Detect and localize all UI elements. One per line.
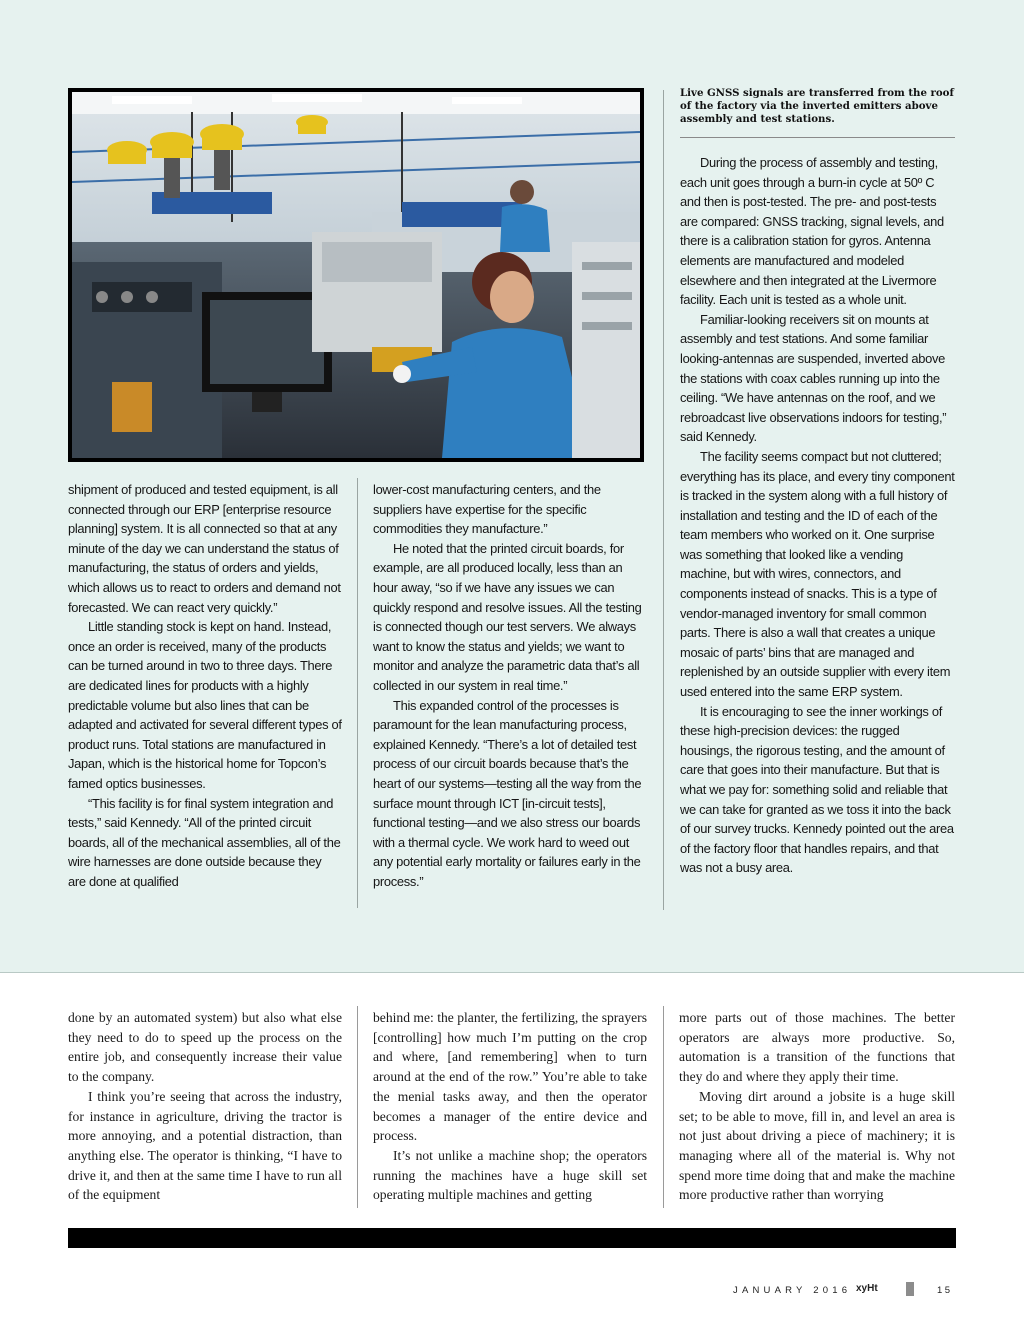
column-divider bbox=[357, 1006, 358, 1208]
factory-photo-illustration bbox=[72, 92, 640, 458]
footer-marker bbox=[906, 1282, 914, 1296]
column-divider bbox=[357, 478, 358, 908]
column-divider bbox=[663, 90, 664, 910]
upper-column-1 bbox=[68, 480, 342, 891]
upper-column-2 bbox=[373, 480, 647, 891]
paragraph: done by an automated system) but also what else they need to do to speed up the process on the entire job, and consequently increase their value to the company. bbox=[68, 1010, 342, 1085]
paragraph: Little standing stock is kept on hand. Instead, once an order is received, many of the products can be turned around in two to three days. There are dedicated lines for products with a highly predictable volume but also lines that can be adapted and activated for several different types of product runs. Total stations are manufactured in Japan, which is the historical home for Topcon’s famed optics businesses. bbox=[68, 619, 342, 791]
paragraph: Familiar-looking receivers sit on mounts at assembly and test stations. And some familiar looking-antennas are suspended, inverted above the stations with coax cables running up into the ceiling. “We have antennas on the roof, and we rebroadcast live observations indoors for testing,” said Kennedy. bbox=[680, 311, 947, 445]
footer-bar bbox=[68, 1228, 956, 1248]
paragraph: “This facility is for final system integration and tests,” said Kennedy. “All of the printed circuit boards, all of the mechanical assemblies, all of the wire harnesses are done outside because they are done at qualified bbox=[68, 795, 341, 889]
paragraph: During the process of assembly and testing, each unit goes through a burn-in cycle at 50º C and then is post-tested. The pre- and post-tests are compared: GNSS tracking, signal levels, and there is a calibration station for gyros. Antenna elements are manufactured and modeled elsewhere and then integrated at the Livermore facility. Each unit is tested as a whole unit. bbox=[680, 155, 944, 308]
paragraph: more parts out of those machines. The better operators are always more productive. So, automation is a transition of the functions that they do and where they apply their time. bbox=[679, 1010, 955, 1085]
paragraph: The facility seems compact but not cluttered; everything has its place, and every tiny component is tracked in the system along with a full history of installation and testing and the ID of each of the team members who worked on it. One surprise was something that looked like a vending machine, but with wires, connectors, and components instead of snacks. This is a type of vendor-managed inventory for small common parts. There is also a wall that creates a unique mosaic of parts’ bins that are managed and replenished by an outside supplier with every item used entered into the same ERP system. bbox=[680, 448, 955, 700]
paragraph: behind me: the planter, the fertilizing, the sprayers [controlling] how much I’m putting on the crop and where, [and remembering] when to turn around at the end of the row.” You’re able to take the menial tasks away, and then the operator becomes a manager of the entire device and process. bbox=[373, 1010, 647, 1144]
paragraph: lower-cost manufacturing centers, and the suppliers have expertise for the specific commodities they manufacture.” bbox=[373, 482, 601, 537]
factory-photo bbox=[68, 88, 644, 462]
paragraph: I think you’re seeing that across the industry, for instance in agriculture, driving the tractor is more annoying, and a potential distraction, than anything else. The operator is thinking, “I have to drive it, and then at the same time I have to run all of the equipment bbox=[68, 1088, 342, 1203]
paragraph: shipment of produced and tested equipment, is all connected through our ERP [enterprise resource planning] system. It is all connected so that at any minute of the day we can understand the status of manufacturing, the status of orders and yields, which allows us to react to orders and demand not forecasted. We can react very quickly.” bbox=[68, 482, 341, 615]
page-number: 15 bbox=[937, 1285, 953, 1296]
lower-column-2 bbox=[373, 1008, 647, 1205]
lower-column-3 bbox=[679, 1008, 955, 1205]
column-divider bbox=[663, 1006, 664, 1208]
paragraph: It’s not unlike a machine shop; the operators running the machines have a huge skill set operating multiple machines and getting bbox=[373, 1147, 647, 1203]
paragraph: Moving dirt around a jobsite is a huge skill set; to be able to move, fill in, and level an area is not just about driving a piece of machinery; it is managing where all of the material is. Why not spend more time doing that and make the machine more productive rather than worrying bbox=[679, 1088, 955, 1203]
upper-column-3 bbox=[680, 153, 955, 878]
caption-rule bbox=[680, 137, 955, 138]
photo-caption: Live GNSS signals are transferred from the roof of the factory via the inverted emitters above assembly and test stations. bbox=[680, 87, 954, 125]
footer-date: JANUARY 2016 bbox=[733, 1285, 852, 1296]
footer-brand: xyHt bbox=[856, 1283, 878, 1294]
paragraph: He noted that the printed circuit boards, for example, are all produced locally, less than an hour away, “so if we have any issues we can quickly respond and resolve issues. All the testing is connected though our test servers. We always want to know the status and yields; we want to monitor and analyze the parametric data that’s all collected in our system in real time.” bbox=[373, 540, 642, 693]
lower-column-1 bbox=[68, 1008, 342, 1205]
paragraph: It is encouraging to see the inner workings of these high-precision devices: the rugged housings, the rigorous testing, and the amount of care that goes into their manufacture. But that is what we pay for: something solid and reliable that we can take for granted as we toss it into the back of our survey trucks. Kennedy pointed out the area of the factory floor that handles repairs, and that was not a busy area. bbox=[680, 703, 954, 876]
paragraph: This expanded control of the processes is paramount for the lean manufacturing process, explained Kennedy. “There’s a lot of detailed test process of our circuit boards because that’s the heart of our systems—testing all the way from the surface mount through ICT [in-circuit tests], functional testing—and we also stress our boards with a thermal cycle. We work hard to weed out any potential early mortality or failures early in the process.” bbox=[373, 697, 642, 889]
